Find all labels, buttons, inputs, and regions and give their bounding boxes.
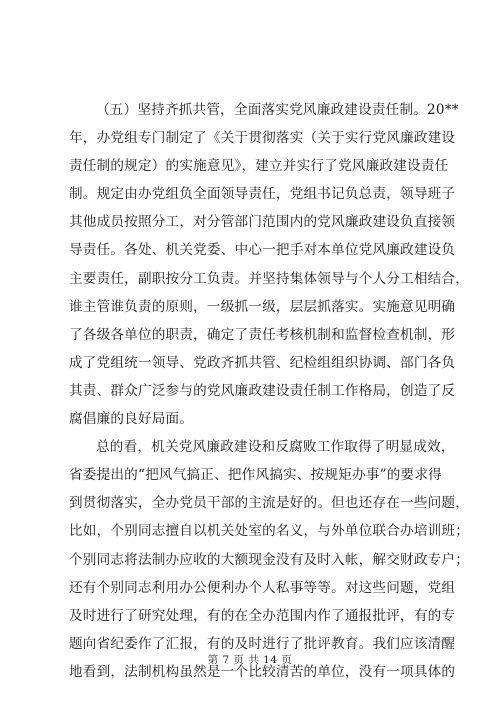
text-line: 谁主管谁负责的原则，一级抓一级，层层抓落实。实施意见明确 [69,298,456,315]
text-line: 成了党组统一领导、党政齐抓共管、纪检组组织协调、部门各负 [69,354,456,371]
text-line: 主要责任，副职按分工负责。并坚持集体领导与个人分工相结合， [69,270,470,287]
text-line: （五）坚持齐抓共管，全面落实党风廉政建设责任制。20** [96,102,459,118]
text-line: 个别同志将法制办应收的大额现金没有及时入帐，解交财政专户； [69,551,470,568]
text-line: 了各级各单位的职责，确定了责任考核机制和监督检查机制，形 [69,326,456,343]
text-line: 总的看，机关党风廉政建设和反腐败工作取得了明显成效， [96,439,455,456]
text-line: 导责任。各处、机关党委、中心一把手对本单位党风廉政建设负 [69,242,456,259]
text-line: 其责、群众广泛参与的党风廉政建设责任制工作格局，创造了反 [69,382,456,399]
text-line: 责任制的规定）的实施意见》，建立并实行了党风廉政建设责任 [69,158,449,175]
document-body [69,96,470,686]
paragraph-responsibility-system [69,96,470,433]
text-line: 年，办党组专门制定了《关于贯彻落实（关于实行党风廉政建设 [69,130,456,147]
text-line: 比如，个别同志擅自以机关处室的名义，与外单位联合办培训班； [69,523,470,540]
text-line: 省委提出的“把风气搞正、把作风搞实、按规矩办事”的要求得 [69,467,442,484]
text-line: 地看到，法制机构虽然是一个比较清苦的单位，没有一项具体的 [69,663,456,680]
text-line: 题向省纪委作了汇报，有的及时进行了批评教育。我们应该清醒 [69,635,456,652]
text-line: 还有个别同志利用办公便利办个人私事等等。对这些问题，党组 [69,579,456,596]
text-line: 腐倡廉的良好局面。 [69,411,194,428]
text-line: 制。规定由办党组负全面领导责任，党组书记负总责，领导班子 [69,186,456,203]
page-number-footer: 第 7 页 共 14 页 [207,654,293,666]
text-line: 其他成员按照分工，对分管部门范围内的党风廉政建设负直接领 [69,214,456,231]
text-line: 到贯彻落实，全办党员干部的主流是好的。但也还存在一些问题， [69,495,470,512]
paragraph-summary [69,433,470,686]
text-line: 及时进行了研究处理，有的在全办范围内作了通报批评，有的专 [69,607,456,624]
